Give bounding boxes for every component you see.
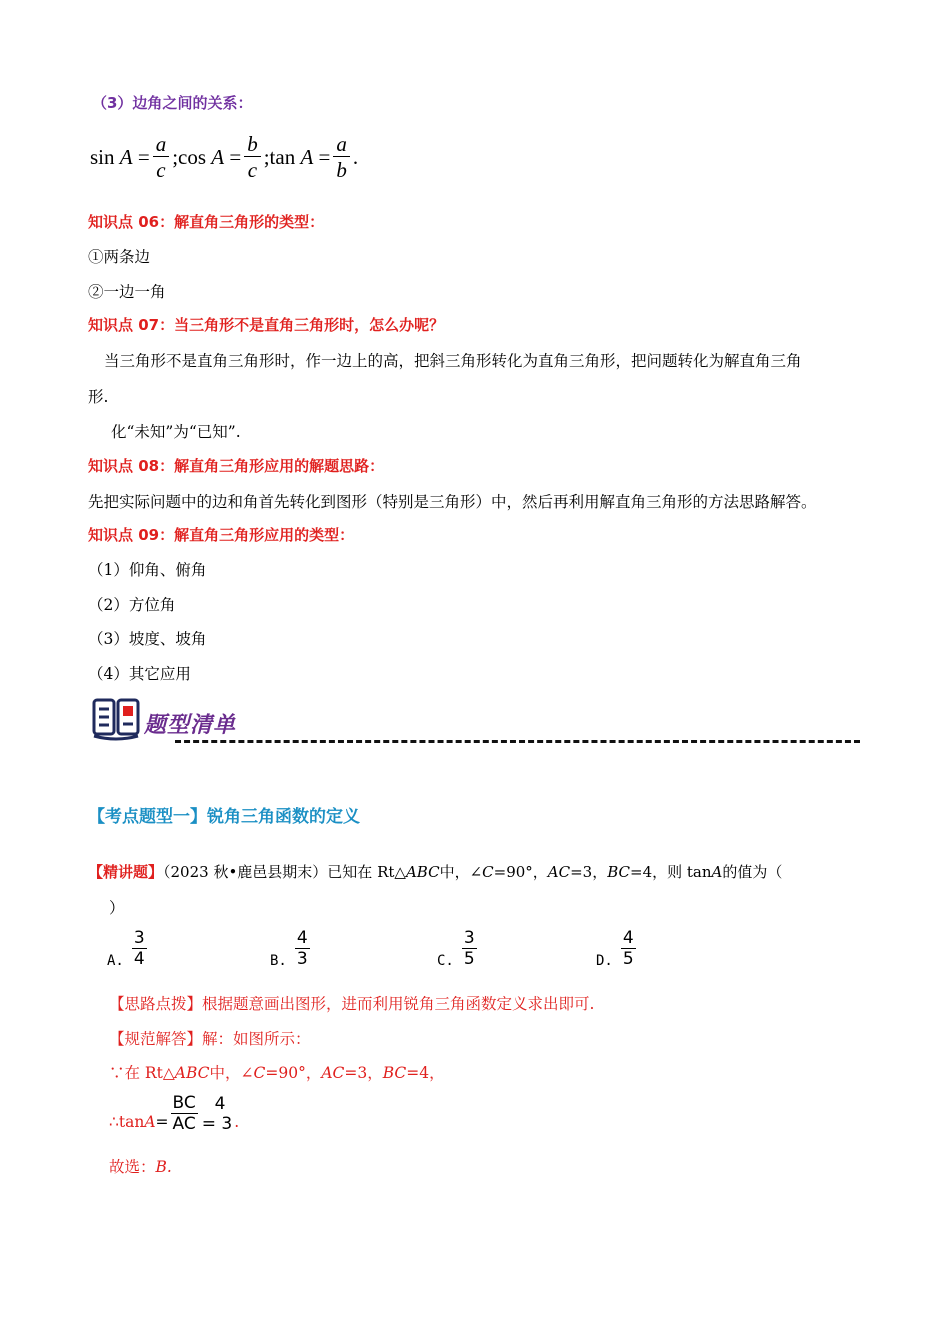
problem-close-paren: ） (109, 899, 125, 917)
sin-fraction (153, 133, 170, 181)
option-b[interactable] (270, 928, 310, 969)
trig-relations-formula (90, 128, 358, 186)
option-fraction (621, 928, 636, 969)
kp06-title: 知识点 06：解直角三角形的类型： (88, 213, 325, 231)
sin-label: sin (90, 144, 115, 169)
kp09-item-3: （3）坡度、坡角 (88, 630, 207, 648)
answer-choice: B. (155, 1158, 172, 1176)
numerator: 3 (133, 928, 145, 948)
numerator: a (333, 133, 350, 157)
answer-text: 中，∠ (209, 1064, 254, 1082)
problem-source: （2023 秋•鹿邑县期末）已知在 Rt△ (163, 863, 406, 881)
equals: = (201, 1114, 217, 1134)
option-fraction (132, 928, 147, 969)
equals: = (155, 1113, 169, 1131)
numerator: 4 (214, 1094, 226, 1114)
cos-label: cos (178, 144, 207, 169)
hint-text: 【思路点拨】根据题意画出图形，进而利用锐角三角函数定义求出即可. (109, 995, 595, 1013)
var-c: C (253, 1064, 266, 1082)
answer-text: =3， (344, 1064, 383, 1082)
option-label: C. (437, 953, 454, 969)
numerator: 4 (296, 928, 308, 948)
period: . (234, 1113, 240, 1131)
banner-title: 题型清单 (144, 712, 237, 738)
option-fraction (462, 928, 477, 969)
kp09-item-2: （2）方位角 (88, 596, 176, 614)
kp07-line-3: 化“未知”为“已知”. (111, 423, 241, 441)
answer-because-line (109, 1061, 445, 1083)
denominator: b (336, 158, 347, 182)
var-ac: AC (547, 863, 571, 881)
var-bc: BC (607, 863, 630, 881)
kp07-title: 知识点 07：当三角形不是直角三角形时，怎么办呢？ (88, 316, 445, 334)
equals: = (229, 144, 242, 169)
var-a: A (119, 144, 133, 169)
var-a: A (211, 144, 225, 169)
problem-text: =4，则 tan (630, 863, 712, 881)
therefore-text: ∴tan (109, 1113, 145, 1131)
var-c: C (482, 863, 494, 881)
book-icon (92, 696, 142, 742)
kp08-title: 知识点 08：解直角三角形应用的解题思路： (88, 457, 385, 475)
kp09-title: 知识点 09：解直角三角形应用的类型： (88, 526, 355, 544)
var-ac: AC (321, 1064, 345, 1082)
problem-text: =3， (570, 863, 608, 881)
option-c[interactable] (437, 928, 477, 969)
period: . (352, 144, 359, 169)
kp09-item-4: （4）其它应用 (88, 665, 191, 683)
answer-intro: 解：如图所示： (202, 1030, 311, 1048)
var-a: A (711, 863, 723, 881)
kp07-line-2: 形. (88, 388, 109, 406)
denominator: c (156, 158, 166, 182)
topic-1-title: 【考点题型一】锐角三角函数的定义 (88, 807, 360, 827)
denominator: AC (172, 1114, 196, 1134)
var-a: A (144, 1113, 156, 1131)
fraction-den-row (202, 1114, 232, 1134)
option-a[interactable] (107, 928, 147, 969)
separator: ; (172, 144, 179, 169)
kp07-line-1: 当三角形不是直角三角形时，作一边上的高，把斜三角形转化为直角三角形，把问题转化为解直角三角 (104, 352, 802, 370)
var-abc: ABC (174, 1064, 210, 1082)
problem-text: 的值为（ (722, 863, 783, 881)
denominator: 3 (296, 949, 308, 969)
denominator: 4 (133, 949, 145, 969)
tan-label: tan (269, 144, 296, 169)
numerator: BC (172, 1093, 196, 1113)
equals: = (318, 144, 331, 169)
denominator: 5 (622, 949, 634, 969)
answer-text: =90°， (265, 1064, 322, 1082)
cos-fraction (244, 133, 261, 181)
var-a: A (300, 144, 314, 169)
banner-divider (175, 740, 860, 743)
problem-line (88, 861, 782, 882)
denominator: c (247, 158, 258, 182)
denominator: 5 (463, 949, 475, 969)
problem-text: 中，∠ (439, 863, 483, 881)
problem-tag: 【精讲题】 (88, 863, 164, 881)
kp08-text: 先把实际问题中的边和角首先转化到图形（特别是三角形）中，然后再利用解直角三角形的方法思路解答。 (88, 493, 817, 511)
equals: = (137, 144, 150, 169)
denominator: 3 (221, 1114, 233, 1134)
separator: ; (263, 144, 270, 169)
option-d[interactable] (596, 928, 636, 969)
problem-text: =90°， (493, 863, 548, 881)
answer-tag: 【规范解答】 (109, 1030, 203, 1048)
option-label: D. (596, 953, 613, 969)
result-fraction (202, 1094, 232, 1134)
answer-choice-line (109, 1155, 172, 1177)
var-abc: ABC (405, 863, 440, 881)
kp09-item-1: （1）仰角、俯角 (88, 561, 207, 579)
tan-fraction (333, 133, 350, 181)
bc-over-ac-fraction (171, 1093, 198, 1134)
because-text: ∵在 Rt△ (109, 1064, 175, 1082)
option-label: A. (107, 953, 124, 969)
choose-text: 故选： (109, 1158, 156, 1176)
answer-header (109, 1027, 311, 1049)
kp06-item-1: ①两条边 (88, 248, 151, 266)
section-3-title: （3）边角之间的关系： (92, 94, 253, 112)
numerator: 3 (463, 928, 475, 948)
answer-text: =4， (406, 1064, 445, 1082)
kp06-item-2: ②一边一角 (88, 283, 166, 301)
numerator: b (244, 133, 261, 157)
numerator: a (153, 133, 170, 157)
option-label: B. (270, 953, 287, 969)
numerator: 4 (622, 928, 634, 948)
answer-therefore-line (109, 1093, 239, 1134)
var-bc: BC (382, 1064, 407, 1082)
option-fraction (295, 928, 310, 969)
